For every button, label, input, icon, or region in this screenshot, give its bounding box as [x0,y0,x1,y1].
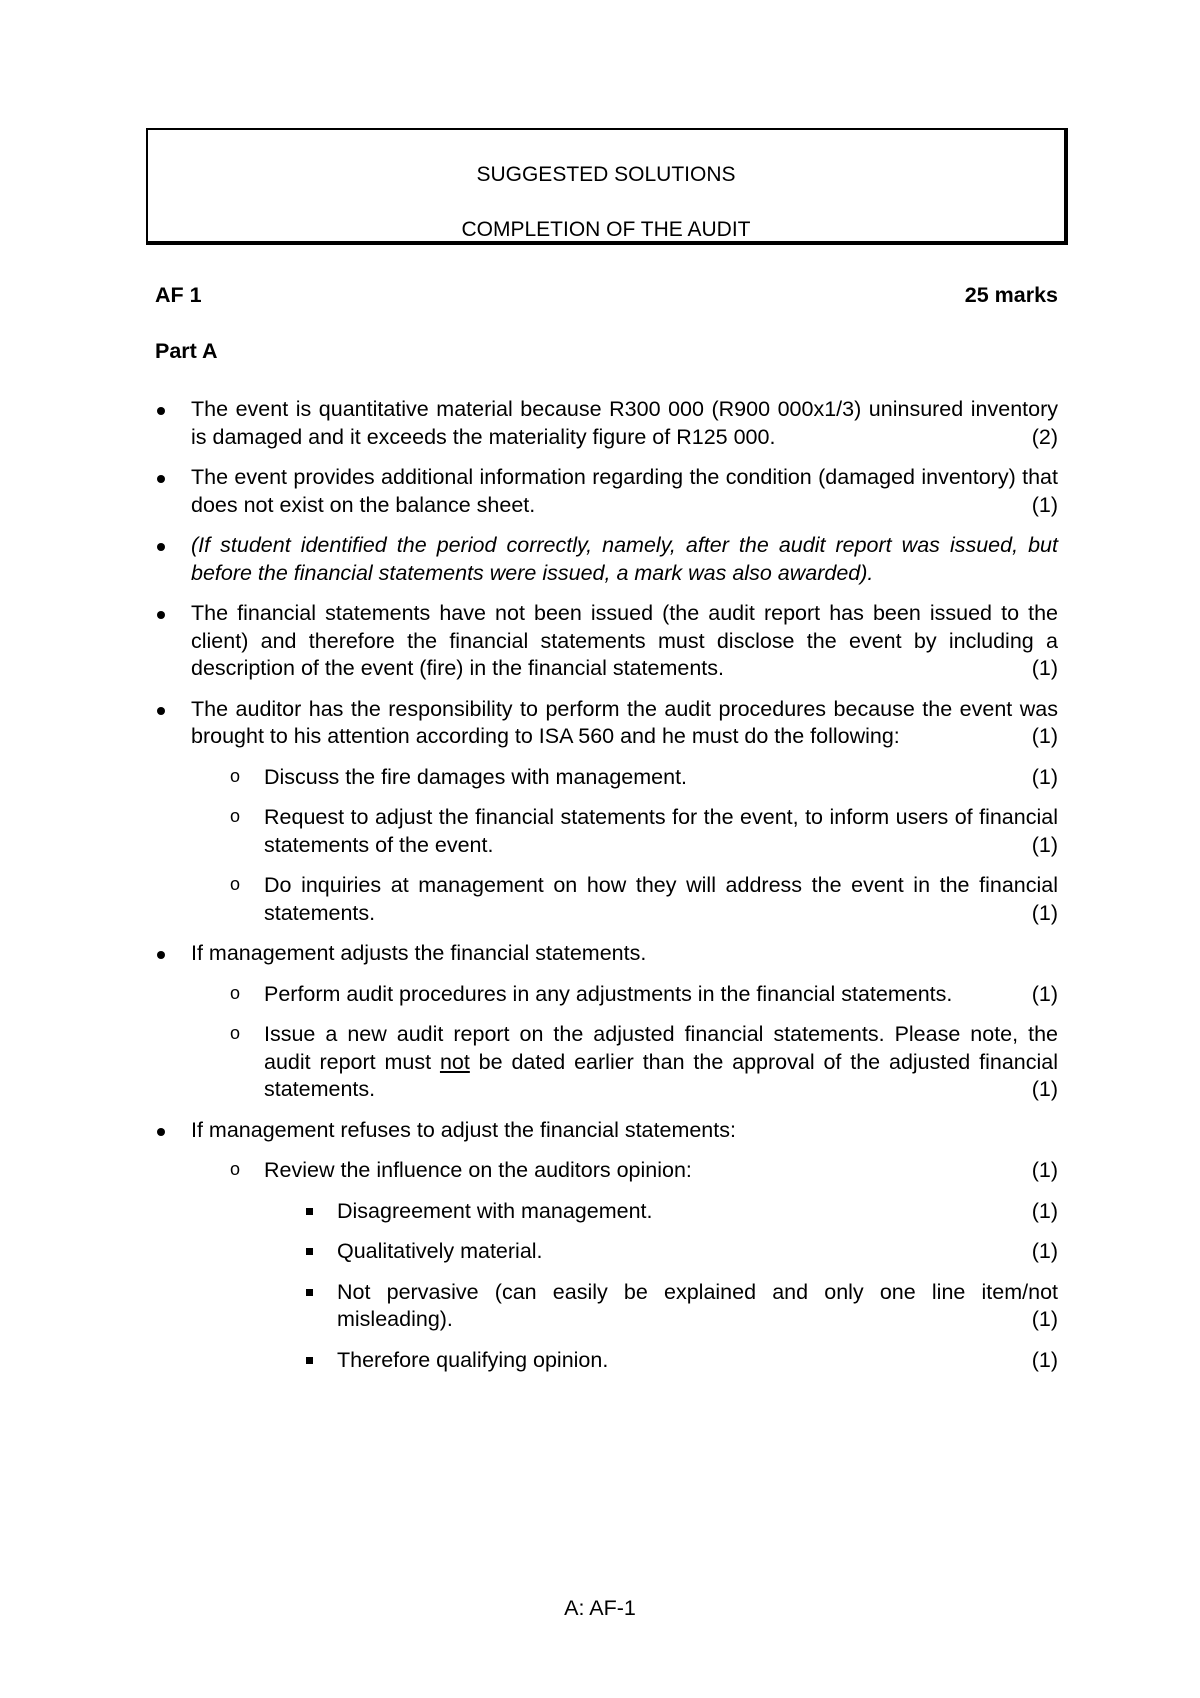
mark-allocation: (1) [1031,1347,1058,1372]
question-header [155,282,1058,310]
item-text: The event is quantitative material because R300 000 (R900 000x1/3) uninsured inventory is damaged and it exceeds the materiality figure of R125 000. [191,397,1058,449]
sub-item-text: Perform audit procedures in any adjustments in the financial statements. [264,981,953,1006]
item-text: If management adjusts the financial statements. [191,941,647,965]
item-text: The event provides additional information regarding the condition (damaged inventory) that does not exist on the balance sheet. [191,465,1058,517]
bullet-dot-icon [157,407,165,415]
bullet-square-icon [306,1357,313,1364]
title-box [146,128,1068,245]
question-code: AF 1 [155,283,202,307]
mark-allocation: (2) [1031,424,1058,449]
mark-allocation: (1) [1031,1307,1058,1331]
bullet-circle-icon: o [230,806,241,826]
mark-allocation: (1) [1031,724,1058,748]
point-item [155,1279,1058,1334]
sub-item-text: Discuss the fire damages with management. [264,764,688,789]
mark-allocation: (1) [1031,981,1058,1006]
sub-list-item [155,804,1058,859]
bullet-square-icon [306,1289,313,1296]
point-text: Not pervasive (can easily be explained and only one line item/not misleading). [337,1279,1058,1331]
bullet-dot-icon [157,707,165,715]
bullet-dot-icon [157,611,165,619]
mark-allocation: (1) [1031,832,1058,857]
solution-list [155,396,1058,1374]
item-text: The financial statements have not been issued (the audit report has been issued to the client) and therefore the financial statements must disclose the event by including a description of the event (fire) in the financial statements. [191,601,1058,680]
bullet-dot-icon [157,951,165,959]
underlined-word: not [439,1049,470,1074]
sub-list [191,1157,1058,1374]
list-item [155,464,1058,519]
sub-list-item [155,872,1058,927]
sub-list [191,981,1058,1104]
point-item [155,1198,1058,1226]
sub-item-text: Review the influence on the auditors opinion: [264,1158,692,1182]
sub-list [191,764,1058,928]
bullet-square-icon [306,1248,313,1255]
bullet-dot-icon [157,543,165,551]
sub-item-text: Do inquiries at management on how they will address the event in the financial statements. [264,873,1058,925]
bullet-circle-icon: o [230,1023,241,1043]
sub-item-text-before: Issue a new audit report on the adjusted financial statements. Please note, the audit report must [264,1022,1058,1074]
bullet-circle-icon: o [230,874,241,894]
part-title: Part A [155,339,218,363]
bullet-dot-icon [157,475,165,483]
point-item [155,1238,1058,1266]
question-marks: 25 marks [964,283,1058,307]
list-item [155,600,1058,683]
point-item [155,1347,1058,1375]
item-text: If management refuses to adjust the financial statements: [191,1117,736,1142]
list-item [155,1117,1058,1375]
point-list [264,1198,1058,1375]
sub-item-text: Request to adjust the financial statements for the event, to inform users of financial statements of the event. [264,805,1058,857]
list-item [155,396,1058,451]
sub-list-item [155,764,1058,792]
bullet-circle-icon: o [230,1159,241,1179]
bullet-circle-icon: o [230,982,241,1003]
list-item [155,532,1058,587]
list-item [155,696,1058,928]
bullet-circle-icon: o [230,765,241,786]
bullet-dot-icon [157,1128,165,1136]
point-text: Disagreement with management. [337,1198,653,1223]
sub-list-item [155,1157,1058,1374]
title-suggested-solutions: SUGGESTED SOLUTIONS [476,163,736,186]
list-item [155,940,1058,1104]
mark-allocation: (1) [1031,1077,1058,1101]
mark-allocation: (1) [1031,1158,1058,1182]
item-text: The auditor has the responsibility to perform the audit procedures because the event was brought to his attention according to ISA 560 and he must do the following: [191,696,1058,748]
document-body [155,282,1058,1387]
bullet-square-icon [306,1208,313,1215]
point-text: Qualitatively material. [337,1239,543,1263]
sub-list-item [155,981,1058,1009]
mark-allocation: (1) [1031,900,1058,925]
sub-list-item [155,1021,1058,1104]
mark-allocation: (1) [1031,764,1058,789]
mark-allocation: (1) [1031,1239,1058,1263]
item-text-note: (If student identified the period correctly, namely, after the audit report was issued, but before the financial statements were issued, a mark was also awarded). [191,533,1058,585]
mark-allocation: (1) [1031,656,1058,680]
sub-item-text-after: be dated earlier than the approval of the adjusted financial statements. [264,1049,1059,1101]
point-text: Therefore qualifying opinion. [337,1347,609,1372]
page-footer: A: AF-1 [564,1596,636,1620]
title-completion-of-audit: COMPLETION OF THE AUDIT [461,218,751,241]
mark-allocation: (1) [1031,1198,1058,1223]
mark-allocation: (1) [1031,492,1058,517]
